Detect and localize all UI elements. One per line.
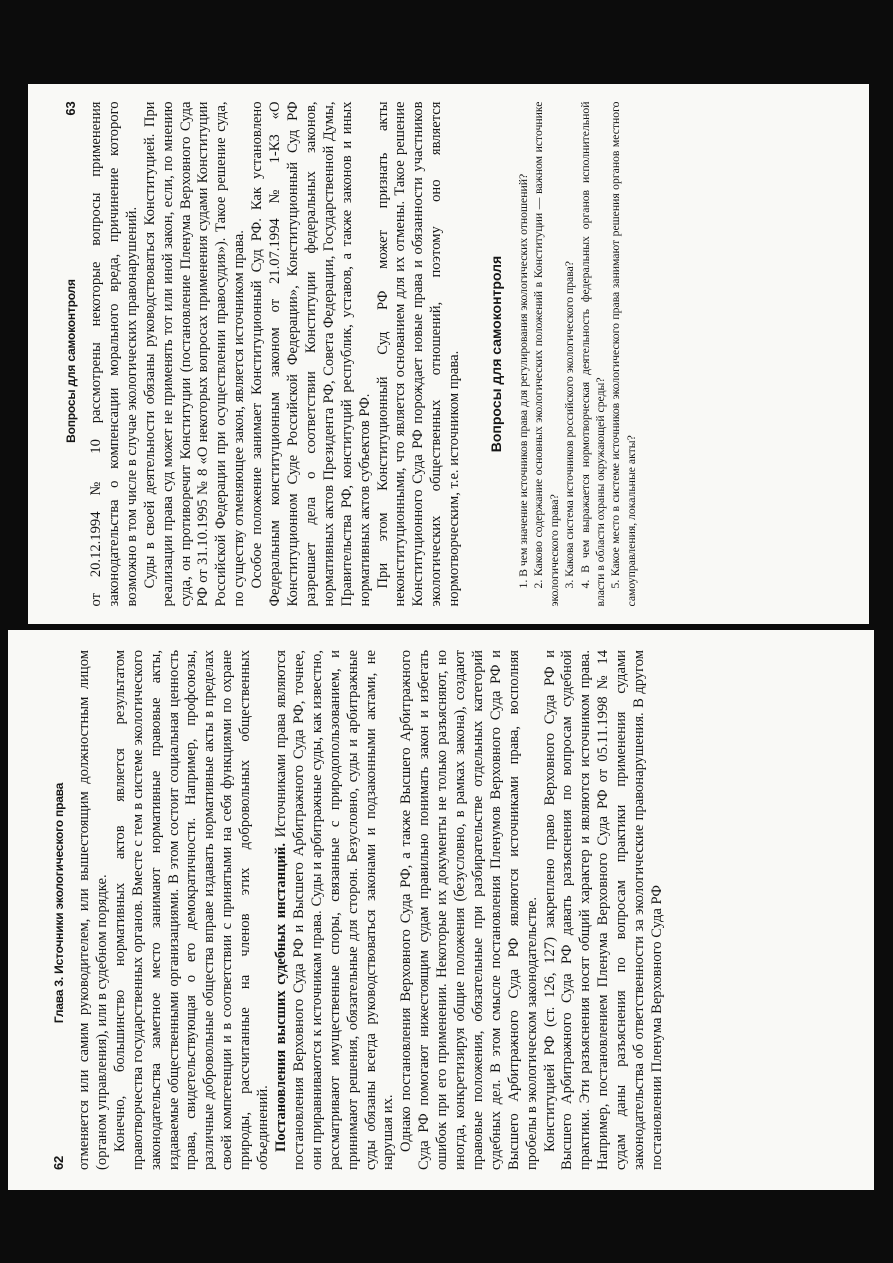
page-62	[8, 630, 874, 1190]
page-number: 62	[51, 1155, 66, 1170]
running-head	[51, 650, 66, 1170]
page-number: 63	[62, 101, 78, 116]
page-63	[28, 84, 869, 624]
question-item: 3. Какова система источников российского экологического права?	[562, 261, 576, 589]
page-62-content	[51, 650, 831, 1170]
question-item: 2. Каково содержание основных экологических положений в Конституции — важном источнике экологического права?	[531, 101, 561, 607]
chapter-title: Глава 3. Источники экологического права	[52, 782, 66, 1024]
paragraph: Конституцией РФ (ст. 126, 127) закреплено право Верховного Суда РФ и Высшего Арбитражного Суда РФ давать разъяснения по вопросам судебной практики. Эти разъяснения носят общий характер и являются источником права. Например, постановлением Пленума Верховного Суда РФ от 05.11.1998 № 14 судам даны разъяснения по вопросам практики применения судами законодательства об ответственности за экологические правонарушения. В другом постановлении Пленума Верховного Суда РФ	[541, 650, 665, 1170]
section-title: Вопросы для самоконтроля	[487, 255, 504, 453]
question-item: 1. В чем значение источников права для регулирования экологических отношений?	[516, 173, 530, 589]
paragraph: от 20.12.1994 № 10 рассмотрены некоторые вопросы применения законодательства о компенсации морального вреда, причинение которого возможно в том числе в случае экологических правонарушений.	[87, 101, 140, 607]
question-item: 4. В чем выражается нормотворческая деятельность федеральных органов исполнительной власти в области охраны окружающей среды?	[578, 101, 607, 607]
paragraph: Особое положение занимает Конституционный Суд РФ. Как установлено Федеральным конституционным законом от 21.07.1994 № 1-КЗ «О Конституционном Суде Российской Федерации», Конституционный Суд РФ разрешает дела о соответствии Конституции федеральных законов, нормативных актов Президента РФ, Совета Федерации, Государственной Думы, Правительства РФ, конституций республик, уставов, а также законов и иных нормативных актов субъектов РФ.	[248, 101, 373, 607]
page-63-body	[88, 102, 639, 607]
paragraph-courts	[273, 650, 398, 1170]
page-62-body	[76, 650, 667, 1170]
paragraph: отменяется или самим руководителем, или вышестоящим должностным лицом (органом управления), или в судебном порядке.	[76, 650, 110, 1170]
bold-lead: Постановления высших судебных инстанций.	[272, 843, 289, 1152]
question-item: 5. Какое место в системе источников экологического права занимают решения органов местного самоуправления, локальные акты?	[608, 101, 638, 607]
paragraph: Однако постановления Верховного Суда РФ, а также Высшего Арбитражного Суда РФ помогают нижестоящим судам правильно понимать закон и избегать ошибок при его применении. Некоторые их документы не только разъясняют, но иногда, конкретизируя общие положения (безусловно, в рамках закона), создают правовые положения, обязательные при разбирательстве отдельных категорий судебных дел. В этом смысле постановления Пленумов Верховного Суда РФ и Высшего Арбитражного Суда РФ являются источниками права, восполняя пробелы в экологическом законодательстве.	[398, 650, 540, 1170]
page-63-content	[63, 102, 835, 607]
running-head	[63, 102, 78, 607]
paragraph: При этом Конституционный Суд РФ может признать акты неконституционными, что является основанием для их отмены. Такое решение Конституционного Суда РФ порождает новые права и обязанности участников экологических общественных отношений, поэтому оно является нормотворческим, т.е. источником права.	[374, 101, 462, 607]
paragraph-text: Источниками права являются постановления Верховного Суда РФ и Высшего Арбитражного Суда РФ, точнее, они приравниваются к источникам права. Суды и арбитражные суды, как известно, рассматривают имущественные споры, связанные с природопользованием, и принимают решения, обязательные для сторон. Безусловно, суды и арбитражные суды обязаны всегда руководствоваться законами и подзаконными актами, не нарушая их.	[272, 650, 397, 1170]
section-running-title: Вопросы для самоконтроля	[63, 279, 78, 443]
paragraph: Суды в своей деятельности обязаны руководствоваться Конституцией. При реализации права суд может не применять тот или иной закон, если, по мнению суда, он противоречит Конституции (постановление Пленума Верховного Суда РФ от 31.10.1995 № 8 «О некоторых вопросах применения судами Конституции Российской Федерации при осуществлении правосудия»). Такое решение суда, по существу отменяющее закон, является источником права.	[141, 101, 247, 607]
paragraph: Конечно, большинство нормативных актов является результатом правотворчества государственных органов. Вместе с тем в системе экологического законодательства заметное место занимают нормативные правовые акты, издаваемые общественными организациями. В этом состоит социальная ценность права, свидетельствующая о его демократичности. Например, профсоюзы, различные добровольные общества вправе издавать нормативные акты в пределах своей компетенции и в соответствии с принятыми на себя функциями по охране природы, рассчитанные на членов этих добровольных общественных объединений.	[111, 650, 272, 1170]
